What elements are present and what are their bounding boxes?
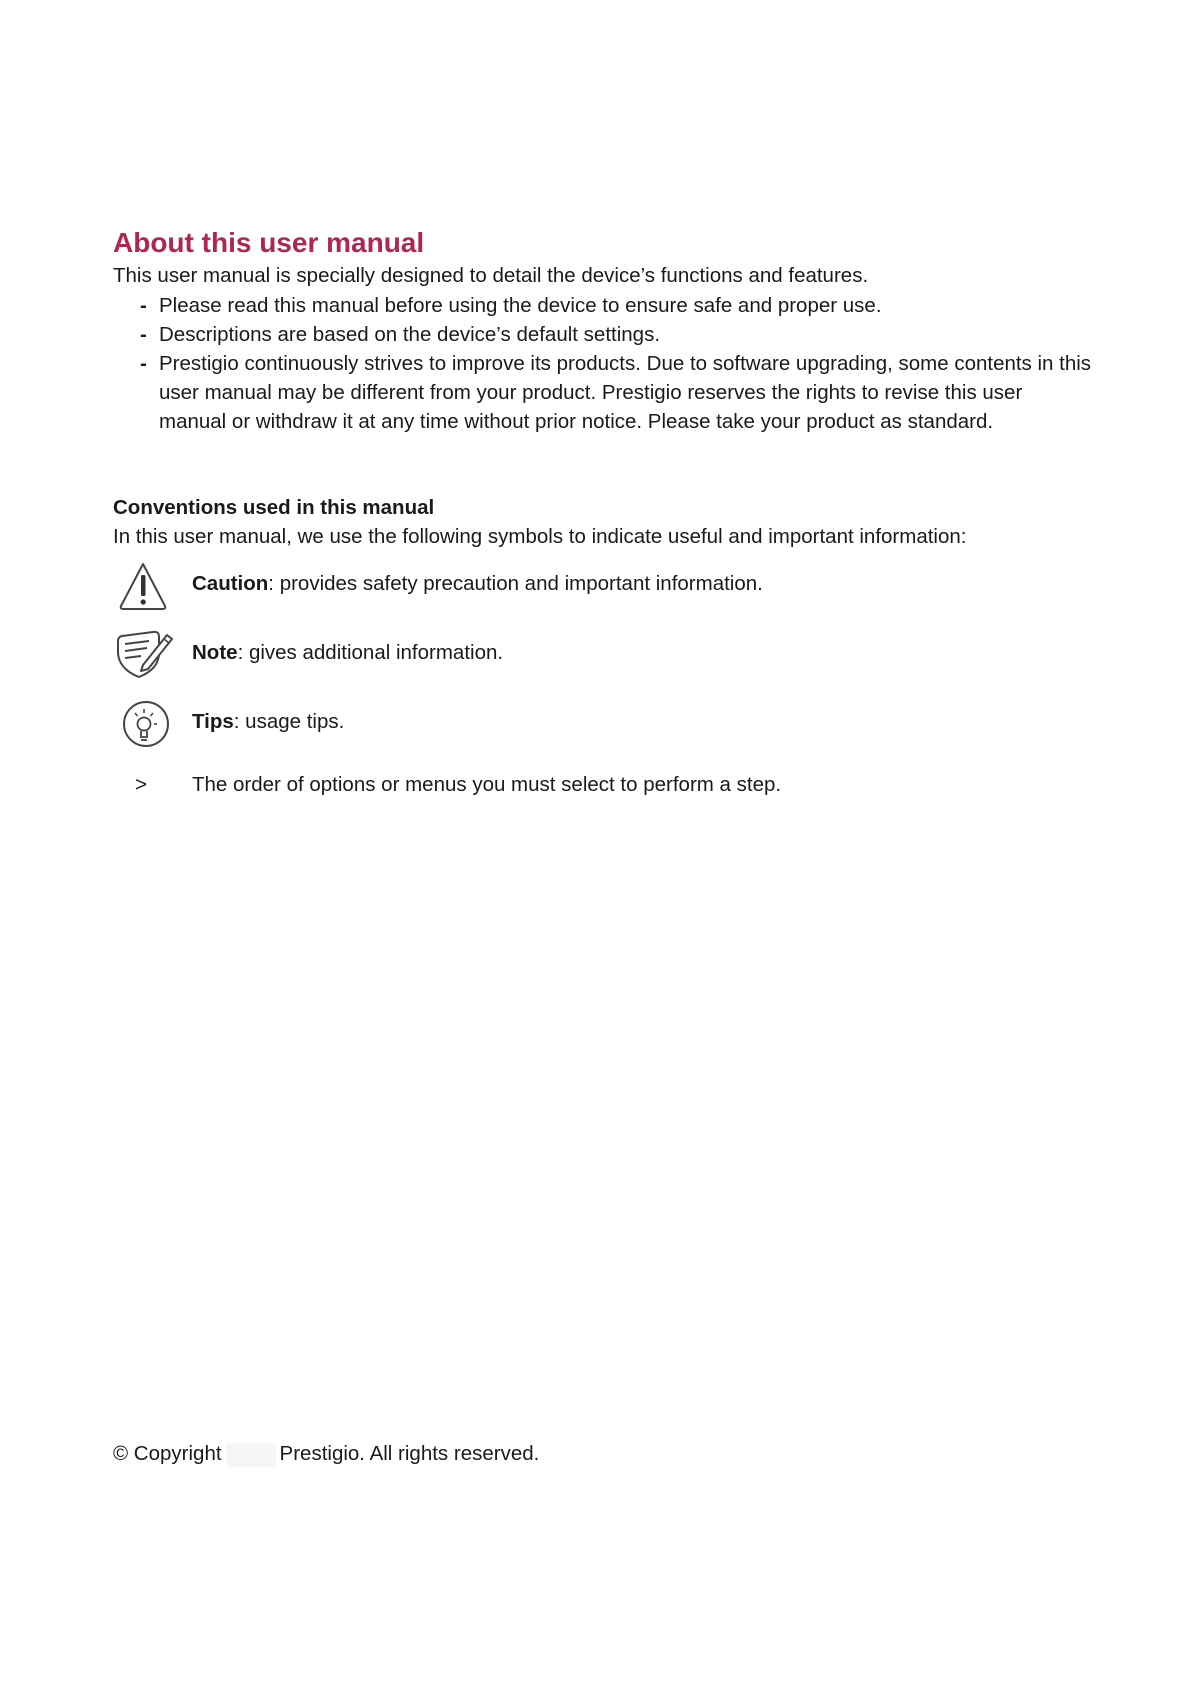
convention-text [192, 639, 503, 667]
section-intro: This user manual is specially designed to detail the device’s functions and features. [113, 264, 869, 287]
copyright-footer [113, 1440, 539, 1468]
section-title: About this user manual [113, 227, 425, 258]
list-item [113, 349, 1093, 436]
caution-icon [113, 558, 173, 614]
convention-order [113, 771, 1093, 801]
convention-tips [113, 696, 1093, 752]
conventions-heading: Conventions used in this manual [113, 496, 435, 519]
order-desc: The order of options or menus you must select to perform a step. [192, 773, 782, 796]
conventions-intro: In this user manual, we use the following symbols to indicate useful and important information: [113, 525, 967, 548]
bullet-marker: - [140, 352, 147, 375]
list-item [113, 320, 1093, 349]
note-icon [113, 627, 173, 683]
convention-text [192, 570, 763, 598]
copyright-suffix: Prestigio. All rights reserved. [279, 1442, 540, 1465]
copyright-prefix: © Copyright [113, 1442, 222, 1465]
convention-label: Tips [192, 710, 234, 733]
convention-note [113, 627, 1093, 683]
list-item-text: Prestigio continuously strives to improve its products. Due to software upgrading, some contents in this user manual may be different from your product. Prestigio reserves the rights to revise this user manual or withdraw it at any time without prior notice. Please take your product as standard. [159, 352, 1092, 433]
list-item-text: Please read this manual before using the device to ensure safe and proper use. [159, 294, 882, 317]
list-item [113, 291, 1093, 320]
bullet-list [113, 291, 1093, 436]
convention-caution [113, 558, 1093, 614]
convention-desc: : gives additional information. [237, 641, 504, 664]
order-symbol: > [135, 773, 147, 796]
convention-text [192, 708, 344, 736]
convention-label: Note [192, 641, 238, 664]
redacted-year [226, 1443, 276, 1467]
bullet-marker: - [140, 294, 147, 317]
tips-icon [113, 696, 173, 752]
bullet-marker: - [140, 323, 147, 346]
convention-label: Caution [192, 572, 269, 595]
list-item-text: Descriptions are based on the device’s default settings. [159, 323, 661, 346]
convention-desc: : usage tips. [233, 710, 345, 733]
convention-desc: : provides safety precaution and important information. [268, 572, 763, 595]
